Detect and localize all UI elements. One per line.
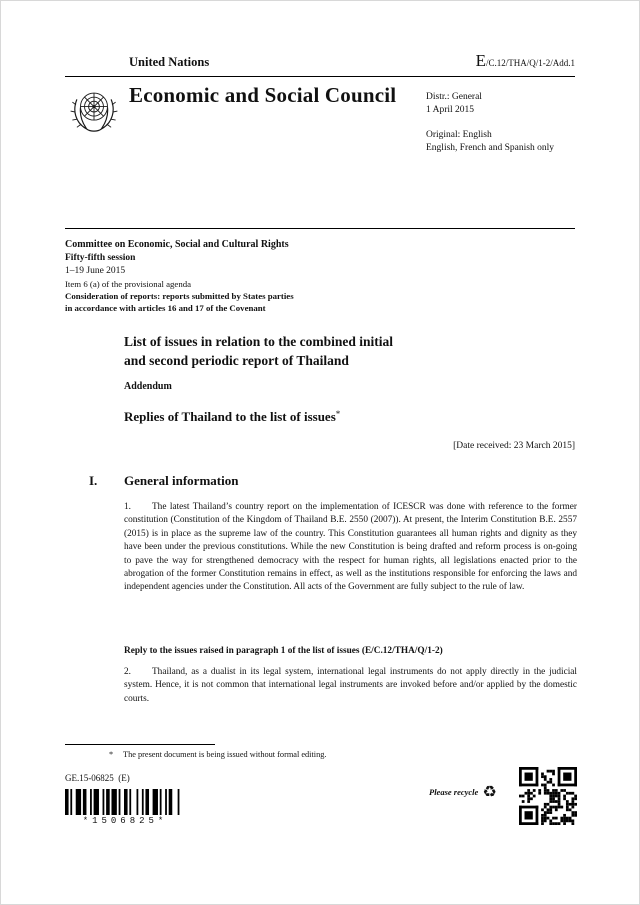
session-title: Fifty-fifth session bbox=[65, 253, 136, 263]
qr-code bbox=[519, 767, 577, 825]
ge-number: GE.15-06825 (E) bbox=[65, 773, 130, 783]
footnote bbox=[109, 750, 529, 759]
addendum-label: Addendum bbox=[124, 381, 172, 392]
symbol-rest: /C.12/THA/Q/1-2/Add.1 bbox=[486, 58, 575, 68]
paragraph-1 bbox=[124, 501, 577, 595]
agenda-title-line1: Consideration of reports: reports submitted by States parties bbox=[65, 291, 294, 301]
footnote-marker-ref: * bbox=[335, 409, 341, 419]
reply-heading: Reply to the issues raised in paragraph 1 of the list of issues (E/C.12/THA/Q/1-2) bbox=[124, 646, 443, 656]
committee-name: Committee on Economic, Social and Cultural Rights bbox=[65, 239, 289, 250]
paragraph-number: 2. bbox=[124, 667, 131, 677]
barcode-text: *1506825* bbox=[82, 816, 168, 826]
replies-title: Replies of Thailand to the list of issues* bbox=[124, 409, 341, 424]
document-title-line1: List of issues in relation to the combined initial bbox=[124, 334, 394, 349]
un-emblem-icon bbox=[65, 85, 123, 139]
footnote-text: The present document is being issued without formal editing. bbox=[123, 750, 327, 759]
agenda-title-line2: in accordance with articles 16 and 17 of the Covenant bbox=[65, 303, 266, 313]
symbol-series-letter: E bbox=[475, 51, 486, 70]
paragraph-number: 1. bbox=[124, 502, 131, 512]
distr-date: 1 April 2015 bbox=[426, 105, 475, 115]
document-title bbox=[124, 332, 524, 370]
recycle-icon: ♻ bbox=[482, 782, 497, 801]
distribution-block bbox=[426, 91, 554, 155]
section-numeral: I. bbox=[89, 473, 98, 488]
paragraph-text: The latest Thailand’s country report on the implementation of ICESCR was done with reference to the former constitution (Constitution of the Kingdom of Thailand B.E. 2550 (2007)). At present, the Interim Constitution B.E. 2557 (2015) is in place as the supreme law of the country. This Constitution guarantees all human rights and dignity as they have been under the previous constitutions. While the new Constitution is being drafted and reform process is on-going to pave the way for strengthened democracy with the respect for human rights, all legislations enacted prior to the abrogation of the former Constitution remains in effect, as well as the institutions responsible for enforcing the laws and independent agencies under the Constitution. All acts of the Government are fully subject to the rule of law. bbox=[124, 502, 577, 593]
section-title: General information bbox=[124, 473, 239, 488]
agenda-item: Item 6 (a) of the provisional agenda bbox=[65, 279, 192, 289]
date-received: [Date received: 23 March 2015] bbox=[453, 441, 575, 451]
masthead bbox=[65, 81, 575, 221]
committee-block bbox=[65, 238, 485, 314]
recycle-label: Please recycle bbox=[429, 787, 479, 797]
document-title-line2: and second periodic report of Thailand bbox=[124, 353, 349, 368]
distr-line: Distr.: General bbox=[426, 92, 482, 102]
recycle-notice bbox=[429, 784, 497, 800]
header-top-row bbox=[65, 51, 575, 77]
paragraph-2 bbox=[124, 666, 577, 706]
barcode bbox=[65, 789, 185, 826]
footnote-divider bbox=[65, 744, 215, 745]
session-dates: 1–19 June 2015 bbox=[65, 266, 126, 276]
header-divider bbox=[65, 228, 575, 229]
org-name: United Nations bbox=[129, 55, 210, 69]
council-title: Economic and Social Council bbox=[129, 83, 397, 107]
original-language: Original: English bbox=[426, 130, 492, 140]
footnote-marker: * bbox=[109, 750, 114, 759]
paragraph-text: Thailand, as a dualist in its legal system, international legal instruments do not apply directly in the judicial system. Hence, it is not common that international legal instruments are invoked before and/or applied by the domestic courts. bbox=[124, 667, 577, 704]
section-heading bbox=[65, 473, 577, 489]
document-symbol bbox=[476, 51, 575, 71]
languages-line: English, French and Spanish only bbox=[426, 143, 554, 153]
